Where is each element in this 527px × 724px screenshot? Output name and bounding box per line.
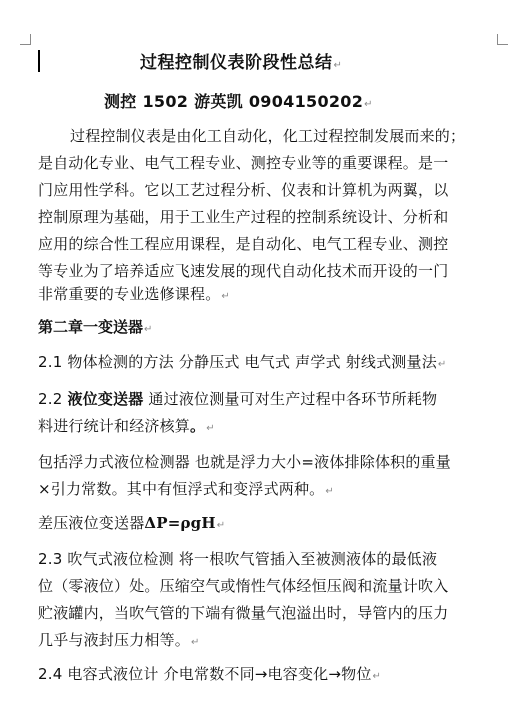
chapter-heading[interactable]: 第二章一变送器↵: [38, 318, 153, 336]
paragraph-mark-icon: ↵: [221, 291, 230, 302]
intro-line[interactable]: 过程控制仪表是由化工自动化，化工过程控制发展而来的；: [70, 127, 466, 145]
paragraph-mark-icon: ↵: [216, 520, 226, 531]
section-2-3-line[interactable]: 贮液罐内，当吹气管的下端有微量气泡溢出时，导管内的压力: [38, 604, 449, 622]
text-cursor: [38, 50, 40, 72]
section-2-4[interactable]: 2.4 电容式液位计 介电常数不同→电容变化→物位↵: [38, 665, 382, 683]
margin-corner-mark: [497, 34, 508, 45]
intro-line[interactable]: 门应用性学科。它以工艺过程分析、仪表和计算机为两翼，以: [38, 181, 449, 199]
section-2-3-line[interactable]: 位（零液位）处。压缩空气或惰性气体经恒压阀和流量计吹入: [38, 577, 449, 595]
section-2-1[interactable]: 2.1 物体检测的方法 分静压式 电气式 声学式 射线式测量法↵: [38, 353, 447, 371]
margin-corner-mark: [20, 34, 31, 45]
level-transmitter-term: 液位变送器: [67, 390, 144, 408]
section-2-2-line[interactable]: 2.2 液位变送器 通过液位测量可对生产过程中各环节所耗物: [38, 390, 438, 408]
intro-line[interactable]: 等专业为了培养适应飞速发展的现代自动化技术而开设的一门: [38, 262, 449, 280]
dp-transmitter-line[interactable]: 差压液位变送器ΔP=ρgH↵: [38, 514, 226, 532]
float-detector-line[interactable]: ×引力常数。其中有恒浮式和变浮式两种。↵: [38, 480, 334, 498]
document-title[interactable]: 过程控制仪表阶段性总结↵: [140, 53, 343, 73]
section-2-3-line[interactable]: 几乎与液封压力相等。↵: [38, 631, 200, 649]
intro-line[interactable]: 非常重要的专业选修课程。↵: [38, 285, 230, 303]
intro-line[interactable]: 是自动化专业、电气工程专业、测控专业等的重要课程。是一: [38, 154, 449, 172]
paragraph-mark-icon: ↵: [364, 99, 373, 110]
intro-line[interactable]: 控制原理为基础，用于工业生产过程的控制系统设计、分析和: [38, 208, 449, 226]
intro-line[interactable]: 应用的综合性工程应用课程，是自动化、电气工程专业、测控: [38, 235, 449, 253]
paragraph-mark-icon: ↵: [325, 486, 334, 497]
paragraph-mark-icon: ↵: [191, 637, 200, 648]
section-2-2-line[interactable]: 料进行统计和经济核算。↵: [38, 417, 215, 435]
float-detector-line[interactable]: 包括浮力式液位检测器 也就是浮力大小=液体排除体积的重量: [38, 453, 451, 471]
author-line[interactable]: 测控 1502 游英凯 0904150202↵: [104, 92, 373, 111]
paragraph-mark-icon: ↵: [437, 359, 447, 370]
paragraph-mark-icon: ↵: [333, 60, 343, 71]
paragraph-mark-icon: ↵: [372, 671, 382, 682]
paragraph-mark-icon: ↵: [206, 423, 215, 434]
pressure-formula: ΔP=ρgH: [144, 514, 216, 532]
section-2-3-line[interactable]: 2.3 吹气式液位检测 将一根吹气管插入至被测液体的最低液: [38, 550, 438, 568]
paragraph-mark-icon: ↵: [144, 324, 153, 335]
